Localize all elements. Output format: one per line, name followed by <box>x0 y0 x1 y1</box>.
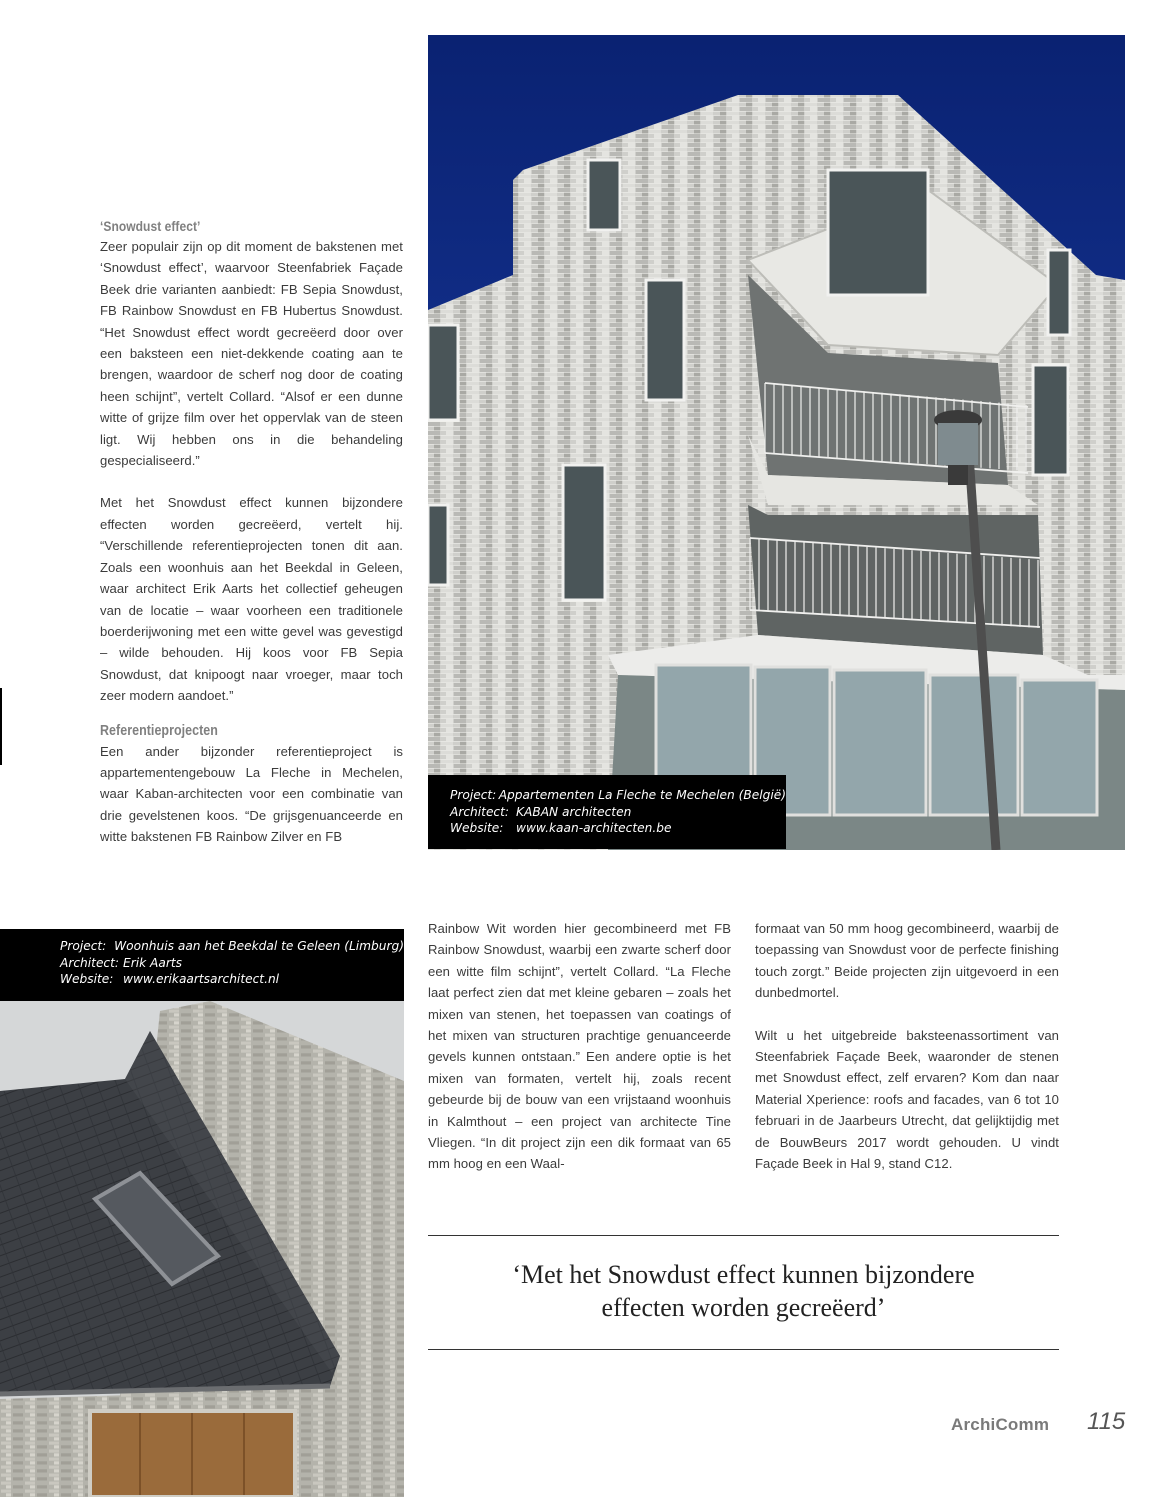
article-column-1 <box>100 216 403 848</box>
page-number: 115 <box>1087 1408 1126 1435</box>
pull-quote <box>428 1258 1059 1324</box>
caption-value: Woonhuis aan het Beekdal te Geleen (Limburg) <box>114 939 404 953</box>
section-heading-referentieprojecten: Referentieprojecten <box>100 722 218 739</box>
section-heading-snowdust-effect: ‘Snowdust effect’ <box>100 218 201 234</box>
article-paragraph: formaat van 50 mm hoog gecombineerd, waarbij de toepassing van Snowdust voor de perfecte finishing touch zorgt.” Beide projecten zijn uitgevoerd in een dunbedmortel. <box>755 921 1059 1001</box>
caption-value: Erik Aarts <box>123 955 182 970</box>
caption-website[interactable]: www.kaan-architecten.be <box>516 821 672 835</box>
article-paragraph: Rainbow Wit worden hier gecombineerd met FB Rainbow Snowdust, waarbij een zwarte scherf door een witte film schijnt”, vertelt Collard. “La Fleche laat perfect zien dat met kleine gebaren – zoals het mixen van stenen, het toepassen van coatings of het mixen van structuren prachtige genuanceerde gevels kunnen ontstaan.” Een andere optie is het mixen van formaten, vertelt hij, zoals recent gebeurde bij de bouw van een vrijstaand woonhuis in Kalmthout – een project van architecte Tine Vliegen. “In dit project zijn een dik formaat van 65 mm hoog en een Waal- <box>428 921 731 1172</box>
article-paragraph: Een ander bijzonder referentieproject is appartementengebouw La Fleche in Mechelen, waar Kaban-architecten voor een combinatie van drie gevelstenen koos. “De grijsgenuanceerde en witte bakstenen FB Rainbow Zilver en FB <box>100 743 403 845</box>
caption-label: Project: <box>450 788 497 802</box>
caption-value: KABAN architecten <box>516 804 632 819</box>
article-paragraph: Met het Snowdust effect kunnen bijzondere effecten worden gecreëerd, vertelt hij. “Verschillende referentieprojecten tonen dit aan. Zoals een woonhuis aan het Beekdal in Geleen, waar architect Erik Aarts het collectief geheugen van de locatie – waar voorheen een traditionele boerderijwoning met een witte gevel was gevestigd – wilde behouden. Hij koos voor FB Sepia Snowdust, dat knipoogt naar vroeger, maar toch zeer modern aandoet.” <box>100 495 403 704</box>
pullquote-rule-bottom <box>428 1349 1059 1350</box>
margin-marker <box>0 688 2 765</box>
caption-value: Appartementen La Fleche te Mechelen (België) <box>498 788 786 802</box>
pull-quote-line: ‘Met het Snowdust effect kunnen bijzondere <box>512 1260 975 1289</box>
caption-label: Website: <box>450 821 504 835</box>
pullquote-rule-top <box>428 1235 1059 1236</box>
article-paragraph: Wilt u het uitgebreide baksteenassortiment van Steenfabriek Façade Beek, waaronder de stenen met Snowdust effect, zelf ervaren? Kom dan naar Material Xperience: roofs and facades, van 6 tot 10 februari in de Jaarbeurs Utrecht, dat gelijktijdig met de BouwBeurs 2017 wordt gehouden. U vindt Façade Beek in Hal 9, stand C12. <box>755 1027 1059 1172</box>
caption-label: Website: <box>60 972 114 986</box>
photo-caption-la-fleche <box>428 775 786 849</box>
article-paragraph: Zeer populair zijn op dit moment de bakstenen met ‘Snowdust effect’, waarvoor Steenfabriek Façade Beek drie varianten aanbiedt: FB Sepia Snowdust, FB Rainbow Snowdust en FB Hubertus Snowdust. “Het Snowdust effect wordt gecreëerd door over een baksteen een niet-dekkende coating aan te brengen, waardoor de scherf nog door de coating heen schijnt”, vertelt Collard. “Alsof er een dunne witte of grijze film over het oppervlak van de steen ligt. Wij hebben ons in die behandeling gespecialiseerd.” <box>100 239 403 469</box>
caption-website[interactable]: www.erikaartsarchitect.nl <box>123 972 280 986</box>
pull-quote-line: effecten worden gecreëerd’ <box>601 1293 886 1322</box>
photo-beekdal-house <box>0 1001 404 1497</box>
article-column-2 <box>428 918 731 1175</box>
article-column-3 <box>755 918 1059 1174</box>
photo-caption-beekdal <box>0 929 404 1001</box>
photo-la-fleche-building <box>428 35 1125 850</box>
magazine-brand: ArchiComm <box>951 1415 1050 1434</box>
caption-label: Project: <box>60 939 107 953</box>
caption-label: Architect: <box>60 955 120 970</box>
caption-label: Architect: <box>450 804 510 819</box>
